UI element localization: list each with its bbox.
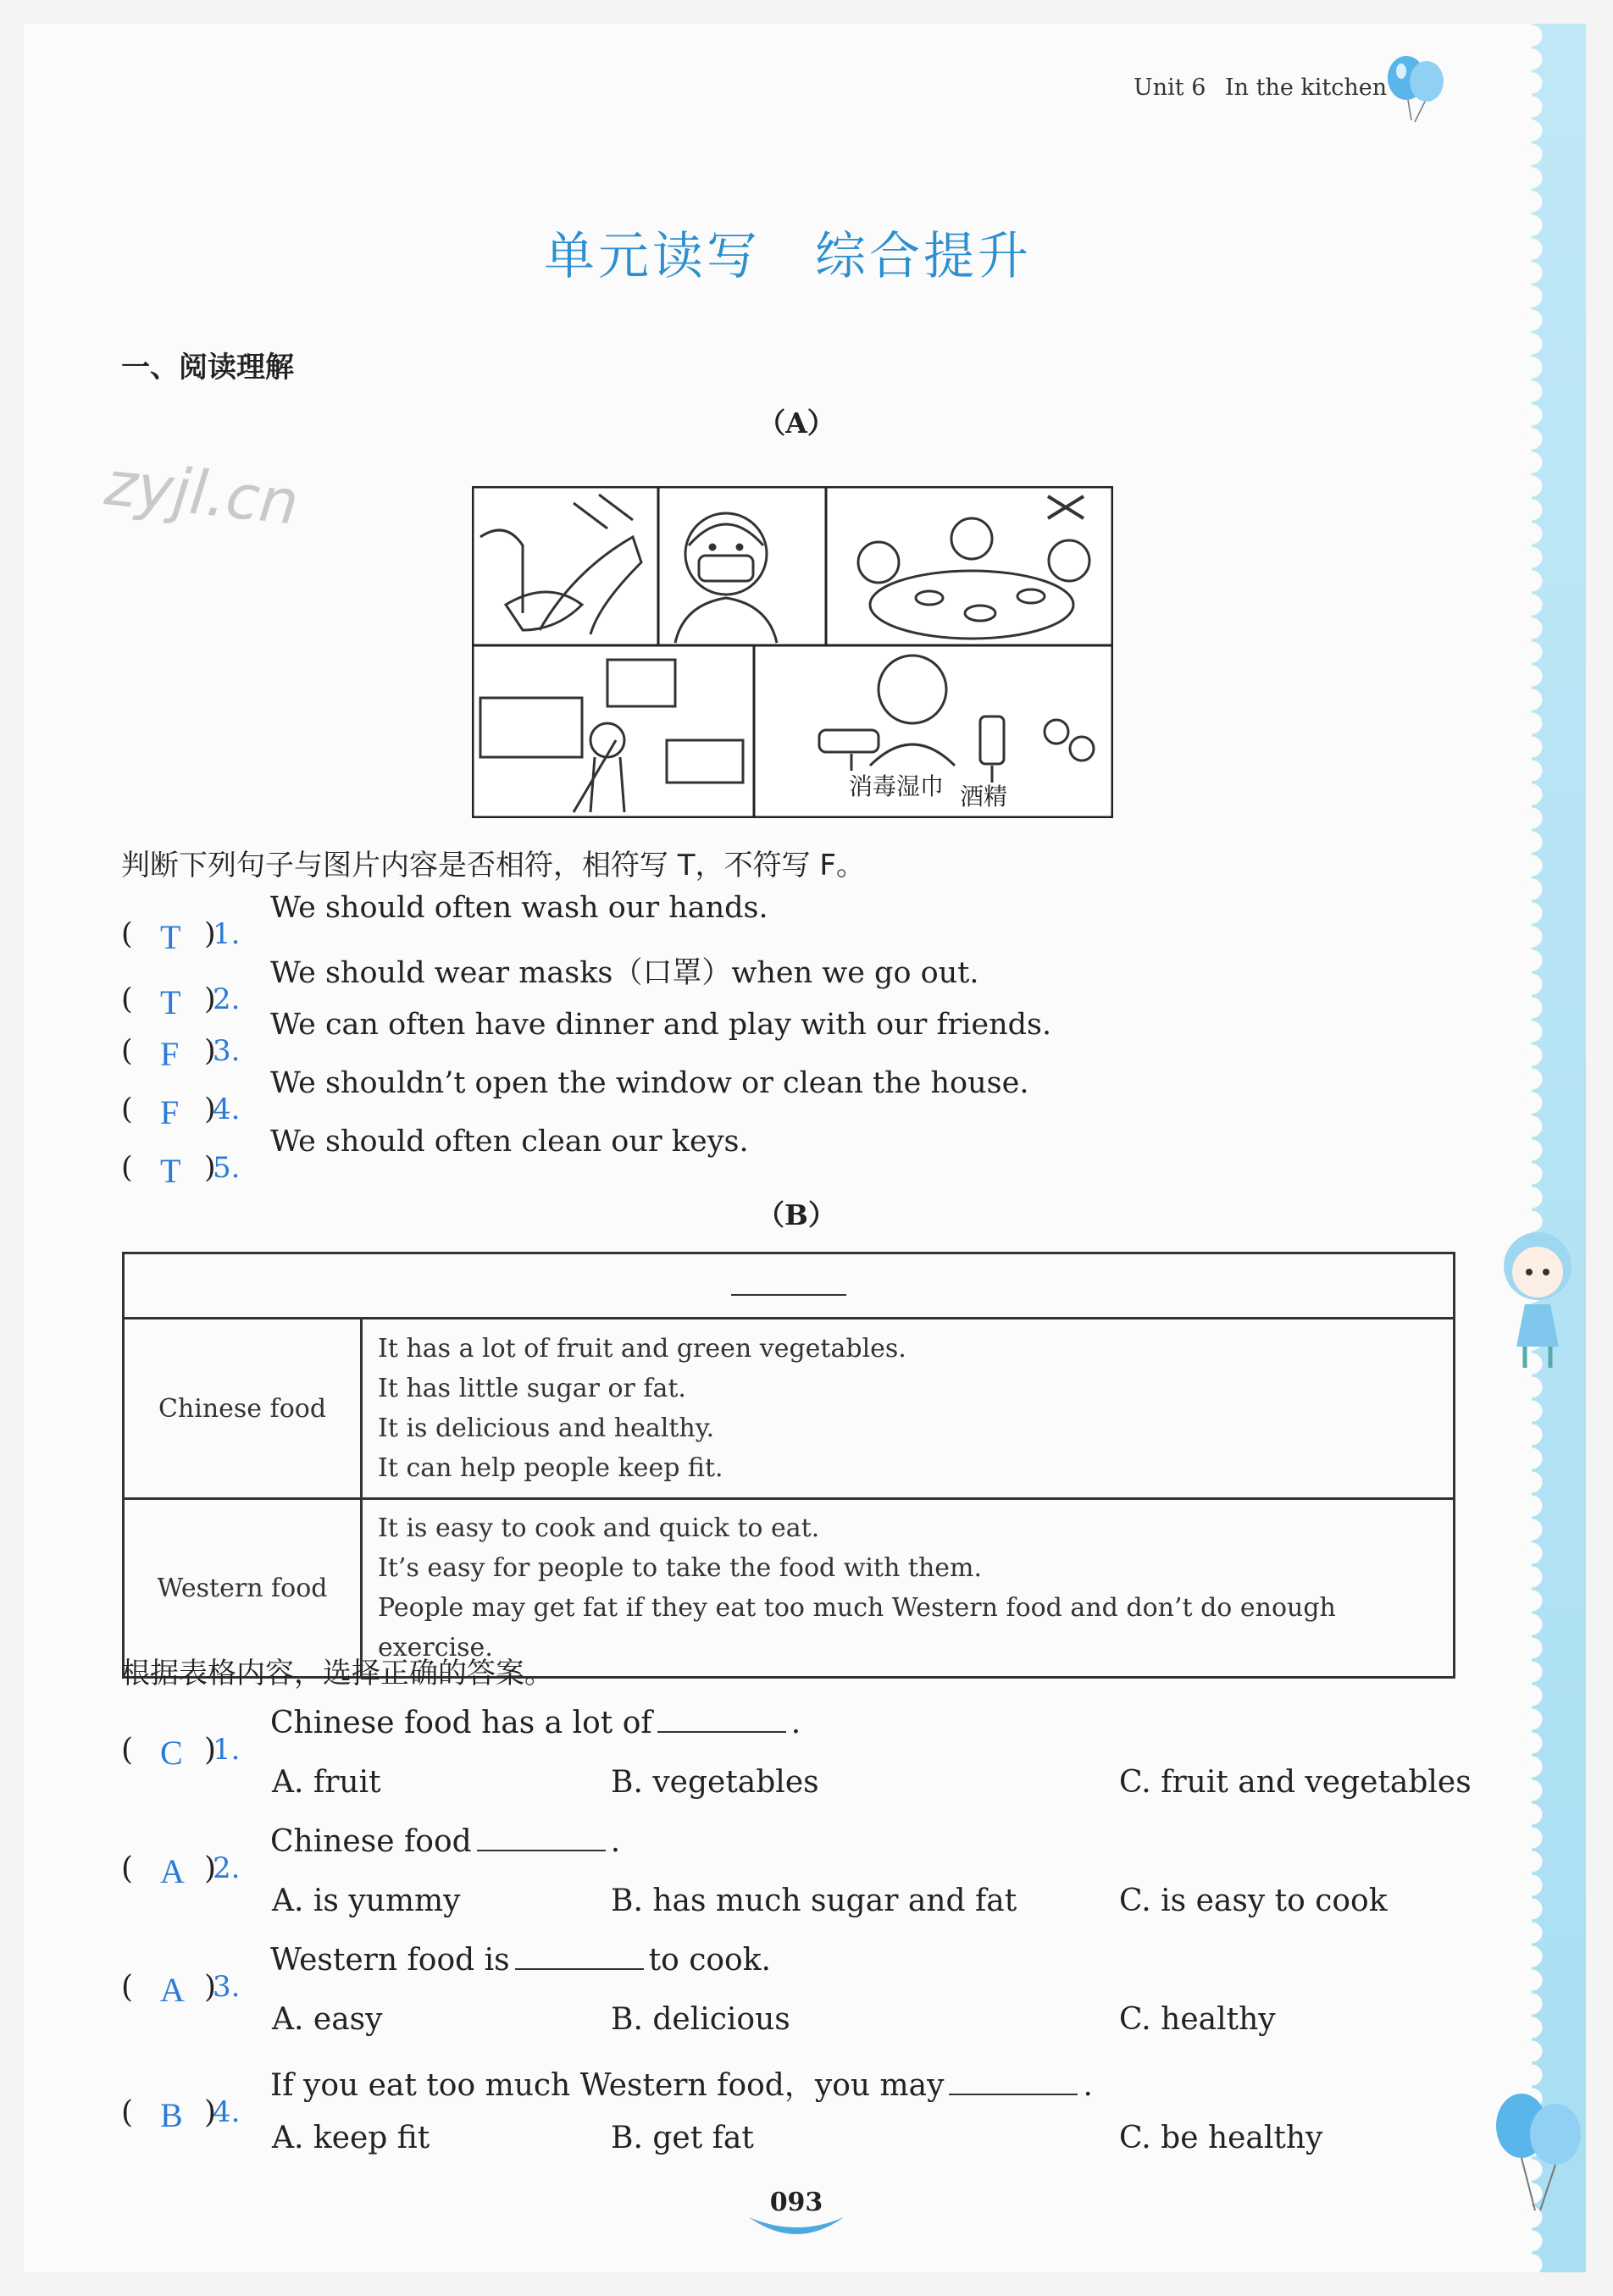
option-c: C. healthy	[1119, 2002, 1276, 2037]
part-b-label: （B）	[757, 1198, 836, 1231]
option-a: A. easy	[272, 2002, 383, 2037]
option-b: B. delicious	[611, 2002, 790, 2037]
row-category: Western food	[124, 1499, 362, 1678]
page-number-swoosh	[746, 2212, 847, 2246]
tf-item: ( T ) 5. We should often clean our keys.	[121, 1125, 749, 1190]
main-title: 单元读写 综合提升	[544, 227, 1032, 286]
option-b: B. vegetables	[611, 1765, 819, 1800]
option-c: C. be healthy	[1119, 2121, 1323, 2155]
tf-item: ( F ) 4. We shouldn’t open the window or clean the house.	[121, 1066, 1029, 1131]
option-c: C. fruit and vegetables	[1119, 1765, 1472, 1800]
tf-sentence: We should often clean our keys.	[270, 1125, 749, 1159]
health-habits-picture	[472, 486, 1113, 818]
watermark: zyjl.cn	[102, 447, 302, 539]
mc-options	[121, 1765, 1477, 1824]
title-blank	[731, 1269, 846, 1296]
mc-options	[121, 2002, 1477, 2061]
part-a-instruction: 判断下列句子与图片内容是否相符，相符写 T，不符写 F。	[121, 849, 865, 882]
tf-sentence: We should often wash our hands.	[270, 891, 768, 925]
row-description: It has a lot of fruit and green vegetables. It has little sugar or fat. It is delicious and healthy. It can help people keep fit.	[362, 1319, 1455, 1499]
option-b: B. has much sugar and fat	[611, 1884, 1017, 1918]
header-unit: Unit 6	[1134, 75, 1206, 101]
answer-blank	[515, 1943, 644, 1970]
option-c: C. is easy to cook	[1119, 1884, 1388, 1918]
answer-blank	[657, 1706, 786, 1733]
answer-mark: T	[160, 1152, 181, 1190]
option-a: A. is yummy	[272, 1884, 461, 1918]
part-b-instruction: 根据表格内容，选择正确的答案。	[121, 1657, 553, 1690]
tf-item: ( T ) 2. We should wear masks（口罩）when we go out.	[121, 949, 1051, 1008]
tf-item: ( T ) 1. We should often wash our hands.	[121, 891, 768, 956]
table-row	[124, 1319, 1455, 1499]
answer-mark: F	[160, 1035, 180, 1073]
decorative-side-strip	[1532, 24, 1586, 2272]
wipes-label: 消毒湿巾	[849, 772, 945, 800]
part-a-label: （A）	[757, 407, 835, 440]
option-a: A. keep fit	[272, 2121, 430, 2155]
answer-mark: C	[160, 1734, 183, 1772]
answer-mark: T	[160, 983, 181, 1021]
mc-options	[121, 1884, 1477, 1943]
answer-mark: F	[160, 1093, 180, 1131]
page-number: 093	[769, 2188, 823, 2217]
cartoon-girl-icon	[1491, 1220, 1584, 1372]
tf-list	[121, 891, 1052, 1190]
balloons-icon	[1383, 53, 1450, 129]
row-description: It is easy to cook and quick to eat. It’s easy for people to take the food with them. People may get fat if they eat too much Western food and don’t do enough exercise.	[362, 1499, 1455, 1678]
mc-question: ( A ) 3. Western food is to cook.	[121, 1943, 771, 2009]
row-category: Chinese food	[124, 1319, 362, 1499]
header-title: In the kitchen	[1225, 75, 1388, 101]
tf-sentence: We should wear masks（口罩）when we go out.	[270, 956, 979, 990]
mc-question: ( C ) 1. Chinese food has a lot of .	[121, 1706, 801, 1772]
answer-blank	[477, 1824, 606, 1851]
mc-question: ( B ) 4. If you eat too much Western food，you may .	[121, 2068, 1093, 2134]
table-title-row	[124, 1253, 1455, 1319]
food-comparison-table	[122, 1252, 1455, 1679]
tf-sentence: We can often have dinner and play with our friends.	[270, 1008, 1052, 1042]
answer-mark: T	[160, 918, 181, 956]
answer-mark: A	[160, 1971, 185, 2009]
option-a: A. fruit	[272, 1765, 381, 1800]
answer-mark: B	[160, 2096, 183, 2134]
mc-options	[121, 2121, 1477, 2180]
mc-question: ( A ) 2. Chinese food .	[121, 1824, 621, 1890]
section-heading: 一、阅读理解	[121, 351, 294, 385]
option-b: B. get fat	[611, 2121, 754, 2155]
answer-blank	[949, 2068, 1078, 2095]
answer-mark: A	[160, 1852, 185, 1890]
tf-item: ( F ) 3. We can often have dinner and play with our friends.	[121, 1008, 1052, 1073]
tf-sentence: We shouldn’t open the window or clean the house.	[270, 1066, 1029, 1100]
mc-list	[121, 1706, 1477, 2180]
alcohol-label: 酒精	[960, 783, 1008, 811]
